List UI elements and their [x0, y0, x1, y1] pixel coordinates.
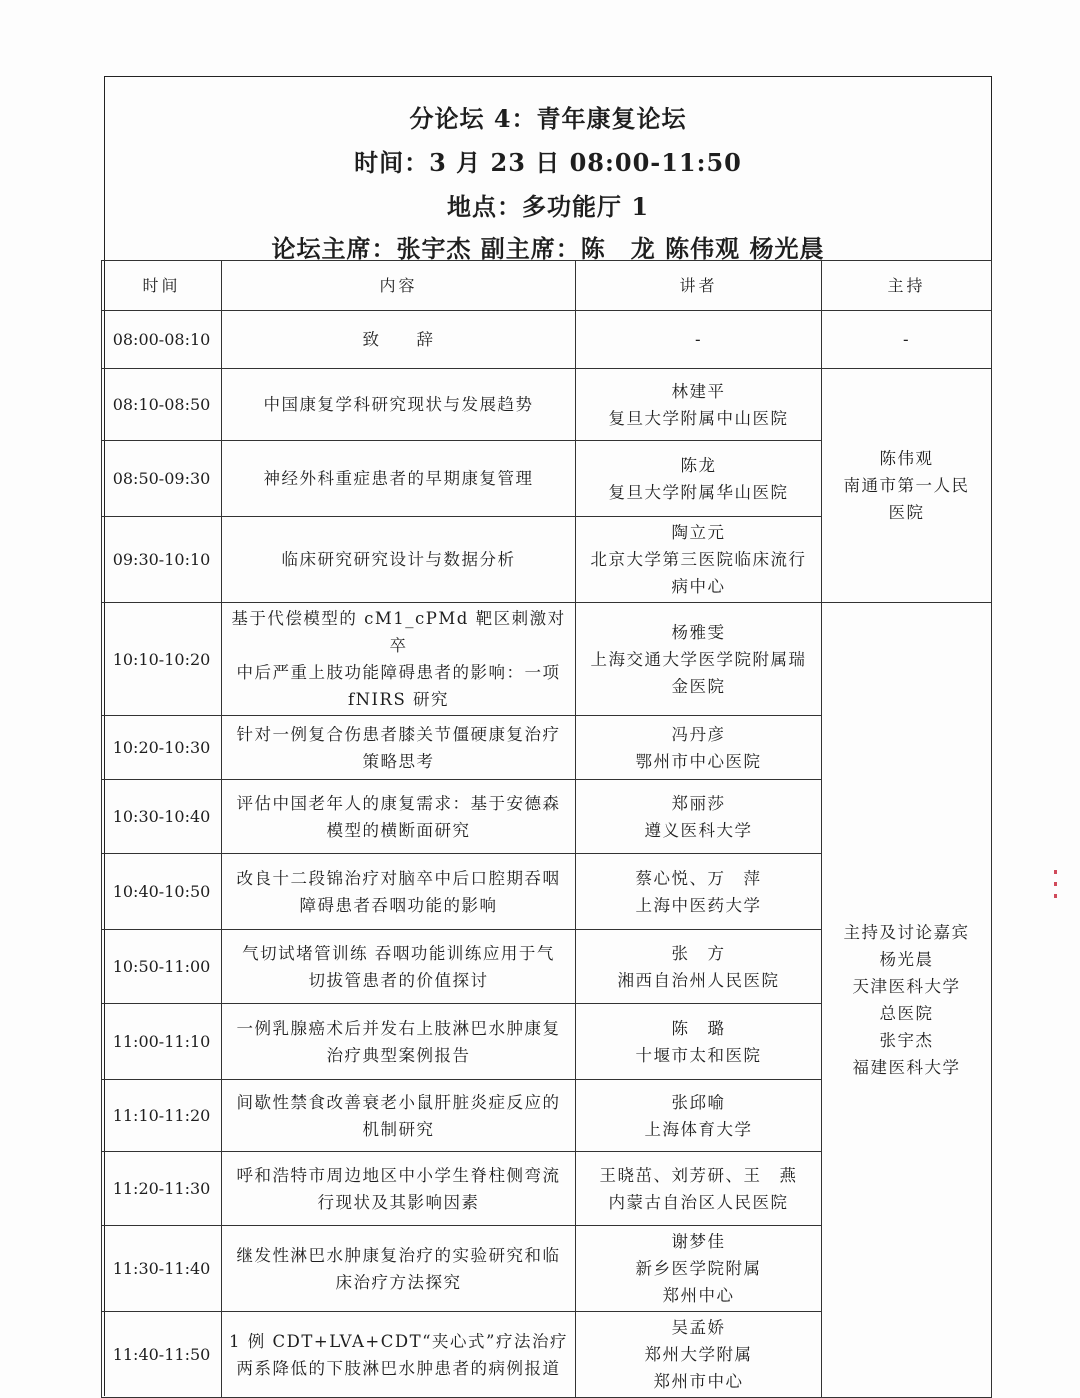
session-speaker	[576, 517, 822, 603]
speaker-line: 鄂州市中心医院	[635, 751, 762, 771]
session-speaker	[576, 930, 822, 1004]
topic-line: 治疗典型案例报告	[326, 1045, 471, 1065]
session-topic	[222, 780, 576, 854]
host-line: 福建医科大学	[852, 1058, 961, 1077]
speaker-line: 复旦大学附属华山医院	[608, 482, 789, 502]
host-line: 医院	[888, 503, 925, 522]
schedule-table	[101, 260, 992, 1398]
session-host	[822, 311, 992, 369]
session-time: 10:40-10:50	[102, 854, 222, 930]
speaker-line: 张 方	[671, 943, 726, 963]
column-header-time: 时间	[102, 261, 222, 311]
session-host	[822, 603, 992, 1398]
topic-line: 一例乳腺癌术后并发右上肢淋巴水肿康复	[236, 1018, 561, 1038]
topic-line: 继发性淋巴水肿康复治疗的实验研究和临	[236, 1245, 561, 1265]
session-topic	[222, 603, 576, 716]
speaker-line: 王晓茁、刘芳研、王 燕	[599, 1165, 798, 1185]
host-line: 张宇杰	[879, 1031, 934, 1050]
session-time: 10:10-10:20	[102, 603, 222, 716]
topic-line: 中国康复学科研究现状与发展趋势	[263, 395, 534, 414]
speaker-line: 郑州中心	[662, 1286, 735, 1305]
speaker-line: 陈 璐	[671, 1018, 726, 1038]
speaker-line: 杨雅雯	[671, 622, 726, 642]
session-time: 11:30-11:40	[102, 1226, 222, 1312]
host-line: 总医院	[879, 1004, 934, 1023]
topic-line: 中后严重上肢功能障碍患者的影响：一项	[236, 663, 561, 682]
speaker-line: 冯丹彦	[671, 724, 726, 744]
topic-line: 间歇性禁食改善衰老小鼠肝脏炎症反应的	[236, 1092, 561, 1112]
speaker-line: 上海体育大学	[644, 1119, 753, 1139]
speaker-line: 郑州大学附属	[644, 1345, 753, 1364]
session-topic	[222, 1080, 576, 1152]
topic-line: 行现状及其影响因素	[317, 1192, 480, 1212]
speaker-line: 北京大学第三医院临床流行	[590, 550, 807, 569]
speaker-line: 上海交通大学医学院附属瑞	[590, 649, 807, 669]
session-time: 08:00-08:10	[102, 311, 222, 369]
session-topic	[222, 311, 576, 369]
host-line: 南通市第一人民	[843, 476, 970, 495]
session-speaker	[576, 441, 822, 517]
topic-line: 改良十二段锦治疗对脑卒中后口腔期吞咽	[236, 868, 561, 888]
session-speaker	[576, 1226, 822, 1312]
forum-venue: 地点：多功能厅 1	[446, 192, 650, 221]
topic-line: 策略思考	[362, 751, 435, 771]
session-time: 10:50-11:00	[102, 930, 222, 1004]
speaker-line: 上海中医药大学	[635, 895, 762, 915]
session-time: 11:40-11:50	[102, 1312, 222, 1398]
forum-time: 时间：3 月 23 日 08:00-11:50	[354, 148, 742, 177]
topic-line: 1 例 CDT+LVA+CDT“夹心式”疗法治疗	[229, 1331, 568, 1351]
host-line: -	[902, 330, 911, 349]
session-speaker	[576, 716, 822, 780]
host-line: 天津医科大学	[852, 977, 961, 996]
forum-chairs: 论坛主席：张宇杰 副主席：陈 龙 陈伟观 杨光晨	[271, 234, 825, 263]
column-header-content: 内容	[222, 261, 576, 311]
topic-line: 致 辞	[362, 330, 435, 349]
speaker-line: 郑丽莎	[671, 793, 726, 813]
host-line: 杨光晨	[879, 950, 934, 969]
topic-line: 临床研究研究设计与数据分析	[281, 550, 516, 569]
session-topic	[222, 441, 576, 517]
session-speaker	[576, 311, 822, 369]
host-line: 主持及讨论嘉宾	[843, 923, 970, 942]
speaker-line: 张邱喻	[671, 1092, 726, 1112]
speaker-line: 陈龙	[680, 455, 717, 475]
host-line: 陈伟观	[879, 449, 934, 468]
topic-line: 机制研究	[362, 1119, 435, 1139]
topic-line: 针对一例复合伤患者膝关节僵硬康复治疗	[236, 724, 561, 744]
session-time: 10:30-10:40	[102, 780, 222, 854]
session-speaker	[576, 369, 822, 441]
speaker-line: 内蒙古自治区人民医院	[608, 1192, 789, 1212]
table-header-row	[102, 261, 992, 311]
session-speaker	[576, 780, 822, 854]
speaker-line: 新乡医学院附属	[635, 1259, 762, 1278]
topic-line: 两系降低的下肢淋巴水肿患者的病例报道	[236, 1358, 561, 1378]
session-topic	[222, 716, 576, 780]
session-time: 08:50-09:30	[102, 441, 222, 517]
topic-line: fNIRS 研究	[347, 690, 450, 709]
speaker-line: 谢梦佳	[671, 1232, 726, 1251]
scan-mark	[1054, 870, 1057, 910]
speaker-line: 林建平	[671, 381, 726, 401]
session-time: 10:20-10:30	[102, 716, 222, 780]
session-topic	[222, 369, 576, 441]
speaker-line: 吴孟娇	[671, 1318, 726, 1337]
speaker-line: 十堰市太和医院	[635, 1045, 762, 1065]
table-row	[102, 311, 992, 369]
session-speaker	[576, 1080, 822, 1152]
column-header-host: 主持	[822, 261, 992, 311]
speaker-line: -	[694, 330, 703, 349]
topic-line: 基于代偿模型的 cM1_cPMd 靶区刺激对卒	[231, 609, 566, 655]
topic-line: 床治疗方法探究	[335, 1272, 462, 1292]
session-speaker	[576, 1152, 822, 1226]
session-topic	[222, 854, 576, 930]
session-topic	[222, 1004, 576, 1080]
topic-line: 切拔管患者的价值探讨	[308, 970, 489, 990]
topic-line: 神经外科重症患者的早期康复管理	[263, 469, 534, 488]
session-time: 09:30-10:10	[102, 517, 222, 603]
table-row	[102, 369, 992, 441]
speaker-line: 复旦大学附属中山医院	[608, 408, 789, 428]
speaker-line: 金医院	[671, 676, 726, 696]
session-time: 11:00-11:10	[102, 1004, 222, 1080]
speaker-line: 陶立元	[671, 523, 726, 542]
session-topic	[222, 517, 576, 603]
session-speaker	[576, 1312, 822, 1398]
forum-title: 分论坛 4：青年康复论坛	[409, 104, 687, 133]
session-time: 11:10-11:20	[102, 1080, 222, 1152]
topic-line: 评估中国老年人的康复需求：基于安德森	[236, 793, 561, 813]
speaker-line: 郑州市中心	[653, 1372, 744, 1391]
topic-line: 障碍患者吞咽功能的影响	[299, 895, 498, 915]
session-time: 11:20-11:30	[102, 1152, 222, 1226]
topic-line: 呼和浩特市周边地区中小学生脊柱侧弯流	[236, 1165, 561, 1185]
speaker-line: 湘西自治州人民医院	[617, 970, 780, 990]
session-host	[822, 369, 992, 603]
session-topic	[222, 930, 576, 1004]
session-speaker	[576, 603, 822, 716]
topic-line: 气切试堵管训练 吞咽功能训练应用于气	[242, 943, 555, 963]
session-topic	[222, 1312, 576, 1398]
session-topic	[222, 1226, 576, 1312]
session-topic	[222, 1152, 576, 1226]
speaker-line: 蔡心悦、万 萍	[635, 868, 762, 888]
session-speaker	[576, 854, 822, 930]
session-speaker	[576, 1004, 822, 1080]
table-row	[102, 603, 992, 716]
session-time: 08:10-08:50	[102, 369, 222, 441]
speaker-line: 病中心	[671, 577, 726, 596]
topic-line: 模型的横断面研究	[326, 820, 471, 840]
speaker-line: 遵义医科大学	[644, 820, 753, 840]
column-header-speaker: 讲者	[576, 261, 822, 311]
